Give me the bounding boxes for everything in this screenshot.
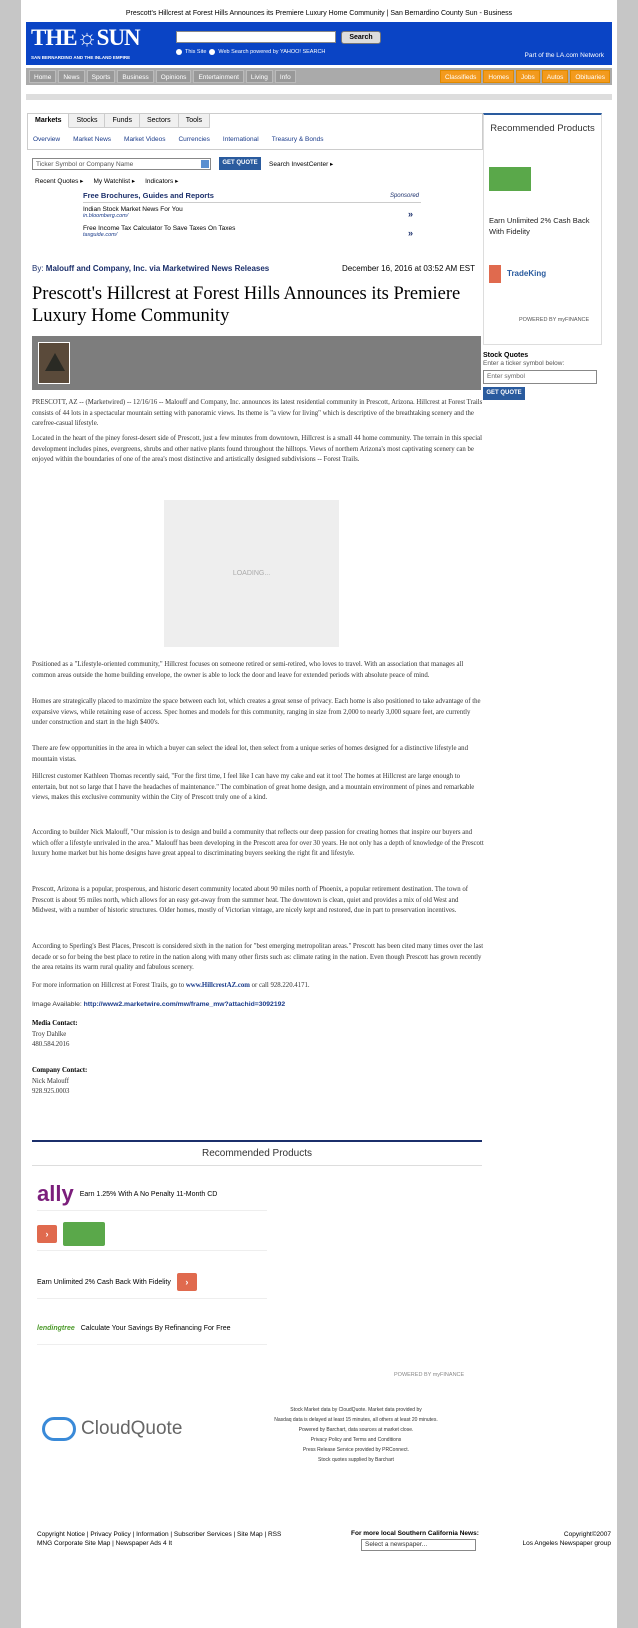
nav-tab-classifieds[interactable]: Classifieds	[440, 70, 481, 83]
brochure-item[interactable]: Free Income Tax Calculator To Save Taxes On Taxes taxguide.com/ »	[83, 225, 413, 238]
tradeking-logo[interactable]: TradeKing	[507, 269, 547, 278]
article-paragraph: According to builder Nick Malouff, "Our mission is to design and build a community that reflects our deep passion for creating homes that inspire our buyers and which offer a lifestyle unrivaled in the area." Malouff has been developing in the Prescott area for over 30 years. He not only has a depth of knowledge of the Prescott luxury home market but his home designs have great appeal to discriminating buyers seeking the right fit and lifestyle.	[32, 829, 484, 858]
nav-tab-homes[interactable]: Homes	[483, 70, 514, 83]
article-paragraph: According to Sperling's Best Places, Prescott is considered sixth in the nation for "best emerging metropolitan areas." Prescott has been cited many times over the last decade or so for being the best place to retire in the nation along with many other firsts such as: climate rating in the nation. Even though Prescott has grown recently the area retains its warm rural quality and fabulous scenery.	[32, 943, 484, 972]
arrow-right-icon[interactable]: ›	[177, 1273, 197, 1291]
article-title: Prescott's Hillcrest at Forest Hills Announces its Premiere Luxury Home Community	[32, 284, 461, 326]
page-title: Prescott's Hillcrest at Forest Hills Announces its Premiere Luxury Home Community | San Bernardino County Sun - Business	[125, 10, 513, 17]
product-fidelity[interactable]: Earn Unlimited 2% Cash Back With Fidelity ›	[37, 1266, 267, 1299]
image-available: Image Available: http://www2.marketwire.com/mw/frame_mw?attachid=3092192	[32, 1001, 286, 1008]
market-link[interactable]: International	[222, 136, 259, 143]
radio-site[interactable]	[176, 49, 182, 55]
disclaimer-line: Powered by Barchart, data sources at market close.	[298, 1427, 414, 1433]
footer-links: Copyright Notice | Privacy Policy | Information | Subscriber Services | Site Map | RSS MNG Corporate Site Map | Newspaper Ads 4 It	[37, 1531, 282, 1547]
nav-tab-opinions[interactable]: Opinions	[156, 70, 192, 83]
chevron-right-icon: »	[407, 228, 413, 238]
article-paragraph: Located in the heart of the piney forest-desert side of Prescott, just a few minutes from downtown, Hillcrest is a small 44 home community. The terrain in this special development includes pines, evergreens, shrubs and other native plants found throughout the hilltops. Views of northern Arizona's most captivating scenery can be enjoyed within the boundaries of one of the area's most distinctive and artistically designed subdivisions -- Forest Trails.	[32, 435, 482, 464]
site-logo[interactable]: THE☼SUN	[31, 25, 140, 50]
disclaimer-line: Nasdaq data is delayed at least 15 minutes, all others at least 20 minutes.	[274, 1417, 438, 1423]
tab-sectors[interactable]: Sectors	[140, 114, 179, 128]
tab-tools[interactable]: Tools	[179, 114, 210, 128]
search-input[interactable]	[176, 31, 336, 43]
site-header	[26, 22, 612, 65]
tab-stocks[interactable]: Stocks	[69, 114, 105, 128]
nav-tab-entertainment[interactable]: Entertainment	[193, 70, 243, 83]
article-paragraph: Hillcrest customer Kathleen Thomas recently said, "For the first time, I feel like I can have my cake and eat it too! The homes at Hillcrest are large enough to entertain, but not so large that I have the headaches of maintenance." The combination of great home design, and a mountain environment of pines and remarkable views, makes this exclusive community within the City of Prescott truly one of a kind.	[32, 773, 475, 802]
author-link[interactable]: Malouff and Company, Inc. via Marketwired News Releases	[45, 264, 270, 273]
nav-tab-living[interactable]: Living	[246, 70, 273, 83]
nav-divider	[26, 94, 612, 100]
brochures-heading: Free Brochures, Guides and Reports	[83, 191, 421, 203]
image-gallery-bar	[32, 336, 481, 390]
radio-site-label: This Site	[185, 49, 207, 55]
article-thumbnail[interactable]	[38, 342, 70, 384]
quick-link[interactable]: Recent Quotes ▸	[35, 178, 84, 185]
article-paragraph: Prescott, Arizona is a popular, prosperous, and historic desert community located about 90 miles north of Phoenix, a popular retirement destination. The town of Prescott is about 95 miles north, which allows for an easy get-away from the summer heat. The downtown is clean, quiet and provides a mix of old West and Midwest, with a number of historic structures. Older homes, mostly of Victorian vintage, are nicely kept and restored, due in part to preservation incentives.	[32, 886, 469, 915]
ally-logo: ally	[37, 1181, 74, 1206]
article-paragraph: Positioned as a "Lifestyle-oriented community," Hillcrest focuses on someone retired or semi-retired, who loves to travel. With an association that manages all common areas outside the home building envelope, the owner is able to lock the door and leave for extended periods with absolute peace of mind.	[32, 661, 464, 679]
arrow-right-icon[interactable]	[489, 265, 501, 283]
tab-funds[interactable]: Funds	[105, 114, 139, 128]
nav-tab-obituaries[interactable]: Obituaries	[570, 70, 610, 83]
hillcrest-link[interactable]: www.HillcrestAZ.com	[185, 982, 250, 989]
market-link[interactable]: Currencies	[178, 136, 210, 143]
cloud-icon	[42, 1417, 76, 1441]
disclaimer-line: Stock quotes supplied by Barchart	[318, 1457, 394, 1463]
media-contact: Media Contact: Troy Dahlke 480.584.2016	[32, 1020, 78, 1048]
recommended-products	[32, 1140, 482, 1375]
footer-local-news: For more local Southern California News:	[351, 1530, 479, 1537]
brochure-item[interactable]: Indian Stock Market News For You in.bloomberg.com/ »	[83, 206, 413, 219]
disclaimer-line: Press Release Service provided by PRConnect.	[302, 1447, 410, 1453]
nav-tab-sports[interactable]: Sports	[87, 70, 116, 83]
article-more-info: For more information on Hillcrest at Forest Trails, go to www.HillcrestAZ.com or call 928.220.4171.	[32, 982, 310, 989]
radio-web[interactable]	[209, 49, 215, 55]
product-lendingtree[interactable]: lendingtree Calculate Your Savings By Refinancing For Free	[37, 1312, 267, 1345]
video-placeholder[interactable]: LOADING...	[164, 500, 339, 647]
stock-quotes: Stock Quotes Enter a ticker symbol below: Enter symbol GET QUOTE	[483, 352, 608, 400]
nav-tab-jobs[interactable]: Jobs	[516, 70, 540, 83]
recommended-heading: Recommended Products	[32, 1142, 482, 1166]
nav-tab-news[interactable]: News	[58, 70, 84, 83]
newspaper-select[interactable]: Select a newspaper...	[361, 1539, 476, 1551]
market-link[interactable]: Overview	[33, 136, 61, 143]
powered-by: POWERED BY myFINANCE	[394, 1372, 465, 1378]
footer-copyright: Copyright©2007 Los Angeles Newspaper group	[522, 1531, 611, 1547]
product-ally[interactable]: ally Earn 1.25% With A No Penalty 11-Month CD	[37, 1178, 267, 1211]
get-quote-button[interactable]: GET QUOTE	[483, 387, 525, 400]
cloudquote-logo[interactable]: CloudQuote	[42, 1417, 182, 1441]
sidebar-product-link[interactable]: Earn Unlimited 2% Cash Back With Fidelity	[489, 216, 590, 236]
article-paragraph: Homes are strategically placed to maximize the space between each lot, which creates a great sense of privacy. Each home is also positioned to take advantage of the expansive views, while retaining ease of access. Spec homes and models for this community, ranging in size from 2,000 to nearly 3,000 square feet, are currently under construction and start in the high $400's.	[32, 698, 481, 727]
ticker-input[interactable]: Ticker Symbol or Company Name	[32, 158, 211, 170]
arrow-right-icon[interactable]: ›	[37, 1225, 57, 1243]
article-byline: By: Malouff and Company, Inc. via Marketwired News Releases	[32, 264, 270, 273]
site-tagline: SAN BERNARDINO AND THE INLAND EMPIRE	[31, 55, 131, 60]
nav-tab-autos[interactable]: Autos	[542, 70, 569, 83]
search-button[interactable]: Search	[341, 31, 381, 44]
investcenter-link[interactable]: Search InvestCenter ▸	[269, 161, 334, 168]
article-paragraph: There are few opportunities in the area in which a buyer can select the ideal lot, then select from a unique series of homes designed for a distinctive lifestyle and mountain vistas.	[32, 745, 468, 763]
search-scope	[176, 49, 325, 55]
symbol-input[interactable]: Enter symbol	[483, 370, 597, 384]
sidebar-recommended-heading: Recommended Products	[490, 123, 595, 134]
disclaimer-line: Stock Market data by CloudQuote. Market data provided by	[290, 1407, 422, 1413]
markets-widget	[27, 113, 483, 150]
market-link[interactable]: Market Videos	[124, 136, 166, 143]
credit-card-image[interactable]	[489, 167, 531, 191]
tab-markets[interactable]: Markets	[28, 114, 69, 128]
quick-link[interactable]: Indicators ▸	[145, 178, 179, 185]
lendingtree-logo: lendingtree	[37, 1324, 75, 1332]
sponsored-label: Sponsored	[389, 193, 419, 199]
credit-card-image	[63, 1222, 105, 1246]
brochures-box	[83, 191, 421, 237]
market-link[interactable]: Treasury & Bonds	[271, 136, 324, 143]
company-contact: Company Contact: Nick Malouff 928.925.0003	[32, 1067, 88, 1095]
la-network-link[interactable]: Part of the LA.com Network	[524, 52, 604, 59]
main-nav	[26, 68, 612, 85]
page	[21, 0, 617, 1628]
data-disclaimer	[256, 1405, 456, 1465]
market-link[interactable]: Market News	[73, 136, 112, 143]
sidebar-recommended	[483, 113, 602, 345]
nav-tab-business[interactable]: Business	[117, 70, 153, 83]
get-quote-button[interactable]: GET QUOTE	[219, 157, 261, 170]
product-card[interactable]	[37, 1218, 267, 1251]
nav-tab-info[interactable]: Info	[275, 70, 296, 83]
radio-web-label: Web Search powered by YAHOO! SEARCH	[218, 49, 326, 55]
image-link[interactable]: http://www2.marketwire.com/mw/frame_mw?attachid=3092192	[83, 1001, 286, 1008]
article-date: December 16, 2016 at 03:52 AM EST	[342, 264, 475, 273]
lookup-icon[interactable]	[201, 160, 209, 168]
powered-by: POWERED BY myFINANCE	[519, 317, 590, 323]
disclaimer-line: Privacy Policy and Terms and Conditions	[310, 1437, 402, 1443]
chevron-right-icon: »	[407, 209, 413, 219]
article-paragraph: PRESCOTT, AZ -- (Marketwired) -- 12/16/16 -- Malouff and Company, Inc. announces its latest residential community in Prescott, Arizona. Hillcrest at Forest Trails consists of 44 lots in a spectacular mountain setting with panoramic views. Its theme is "a view for living" which is descriptive of the breathtaking scenery and the carefree-casual lifestyle.	[32, 399, 483, 428]
quick-link[interactable]: My Watchlist ▸	[93, 178, 136, 185]
nav-tab-home[interactable]: Home	[29, 70, 56, 83]
